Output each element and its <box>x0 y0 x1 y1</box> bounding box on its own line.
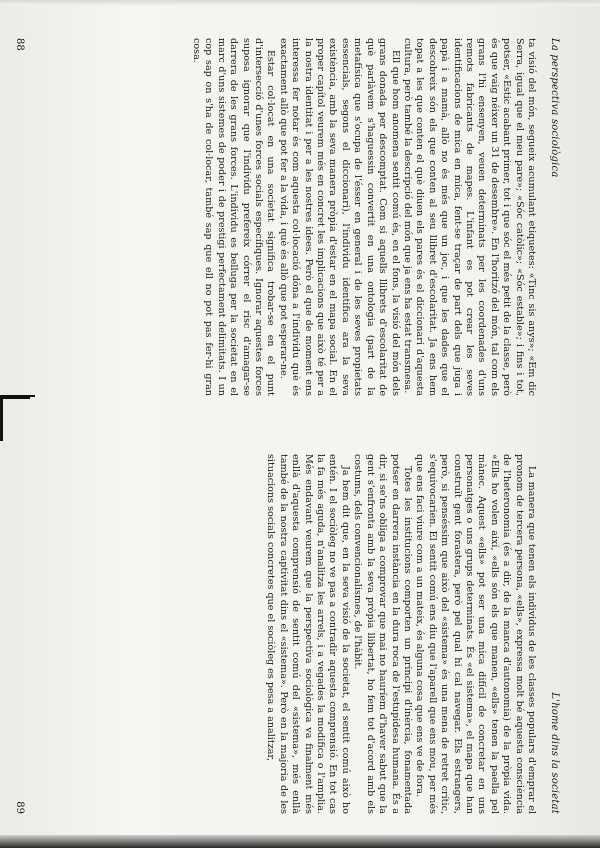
right-paragraph: Ja hem dit que, en la seva visió de la societat, el sentit comú això ho entén. I el sociòleg no ve pas a contradir aquesta comprensió. En tot cas la fa més aguda, n'analitza les arrels, i a vegades la modifica o l'amplia. Més endavant veurem que la perspectiva sociològica va finalment més enllà d'aquesta comprensió de sentit comú del «sistema», més enllà també de la nostra captivitat dins el «sistema». Però en la majoria de les situacions socials concretes que el sociòleg es pesa a analitzar, <box>265 454 351 814</box>
right-paragraph: Totes les institucions comporten un principi d'inèrcia, fonamentada potser en darrera instància en la dura roca de l'estupidesa humana. És a dir, si se'ns obliga a comprovar que mai no hauríem d'haver sabut que la gent s'enfronta amb la seva pròpia llibertat, ho fem tot d'acord amb els costums, dels convencionalismes, de l'hàbit. <box>352 454 413 814</box>
right-page-number: 89 <box>14 801 25 814</box>
right-page-body <box>264 454 537 814</box>
left-page-body <box>190 38 537 396</box>
left-page-number: 88 <box>14 38 25 51</box>
right-running-head: L'home dins la societat <box>549 692 560 814</box>
left-paragraph: Ell que hom anomena sentit comú és, en el fons, la visió del món dels grans donada per descomptat. Com si aquells llibrets d'escolaritat de què parlàvem s'haguessin convertit en una ontologia (part de la metafísica que s'ocupa de l'ésser en general i de les seves propietats essencials, segons el diccionari), l'individu identifica ara la seva existència, amb la seva manera pròpia d'estar en el mapa social. En el proper capítol veurem més en concret les implicacions que això té per a la nostra identitat i per a les nostres idees. Però el que de moment ens interessa fer notar és com aquesta col·locació dóna a l'individu què és exactament allò que pot fer a la vida, i què és allò que pot esperar-ne. <box>277 38 401 396</box>
left-paragraph: Estar col·locat en una societat significa trobar-se en el punt d'intersecció d'unes forces socials específiques. Ignorar aquestes forces suposa ignorar que l'individu prefereix córrer el risc d'amagar-se darrera de les grans forces. L'individu es belluga per la societat en el marc d'uns sistemes de poder i de prestigi perfectament delimitats. I un cop sap on s'ha de col·locar, també sap que ell no pot pas fer-hi gran cosa. <box>191 38 277 396</box>
left-paragraph: ta visió del món, segueix acumulant etiquetes: «Tinc sis anys»; «Em dic Serra, igual que el meu pare»; «Sóc catòlic»; «Sóc estable»; i fins i tot, potser, «Estic acabant primer, tot i que sóc el més petit de la classe, però és que vaig néixer un 31 de desembre». En l'horitzó del món, tal com els grans l'hi ensenyen, veuen determinats per les coordenades d'uns remots fabricants de mapes. L'infant es pot crear les seves identificacions de mica en mica, fent-se traçar de part dels que juga i papà i a mamà, allò no és més que un joc, i que les dades que el descobreix són els que conten al seu llibret d'escolaritat. Ja ens hem topat a les que conten el què diuen els pares és el diccionari d'aquesta cultura, però també la descripció del món que ja ens ha estat transmesa. <box>401 38 537 396</box>
right-page <box>0 424 600 848</box>
left-running-head: La perspectiva sociològica <box>549 38 560 178</box>
right-paragraph: La manera que tenen els individus de les classes populars d'emprar el pronom de tercera persona, «ells», expressa molt bé aquesta consciència de l'heteronomia (és a dir, de la manca d'autonomia) de la pròpia vida. «Ells ho volen així, «ells són els que manen, «ells» tenen la paella pel mànec. Aquest «ells» pot ser una mica difícil de concretar en uns personatges o uns grups determinats. És «el sistema», el mapa que han construït gent forastera, però pel qual hi cal navegar. Els estrangers, però, si penséssim que això del «sistema» és una mena de retret crític, s'equivocarien. El sentit comú ens diu que l'aparell que ens mou, per més que ens faci viure com a un mateix, és alguna cosa que ens ve de fora. <box>414 454 537 814</box>
